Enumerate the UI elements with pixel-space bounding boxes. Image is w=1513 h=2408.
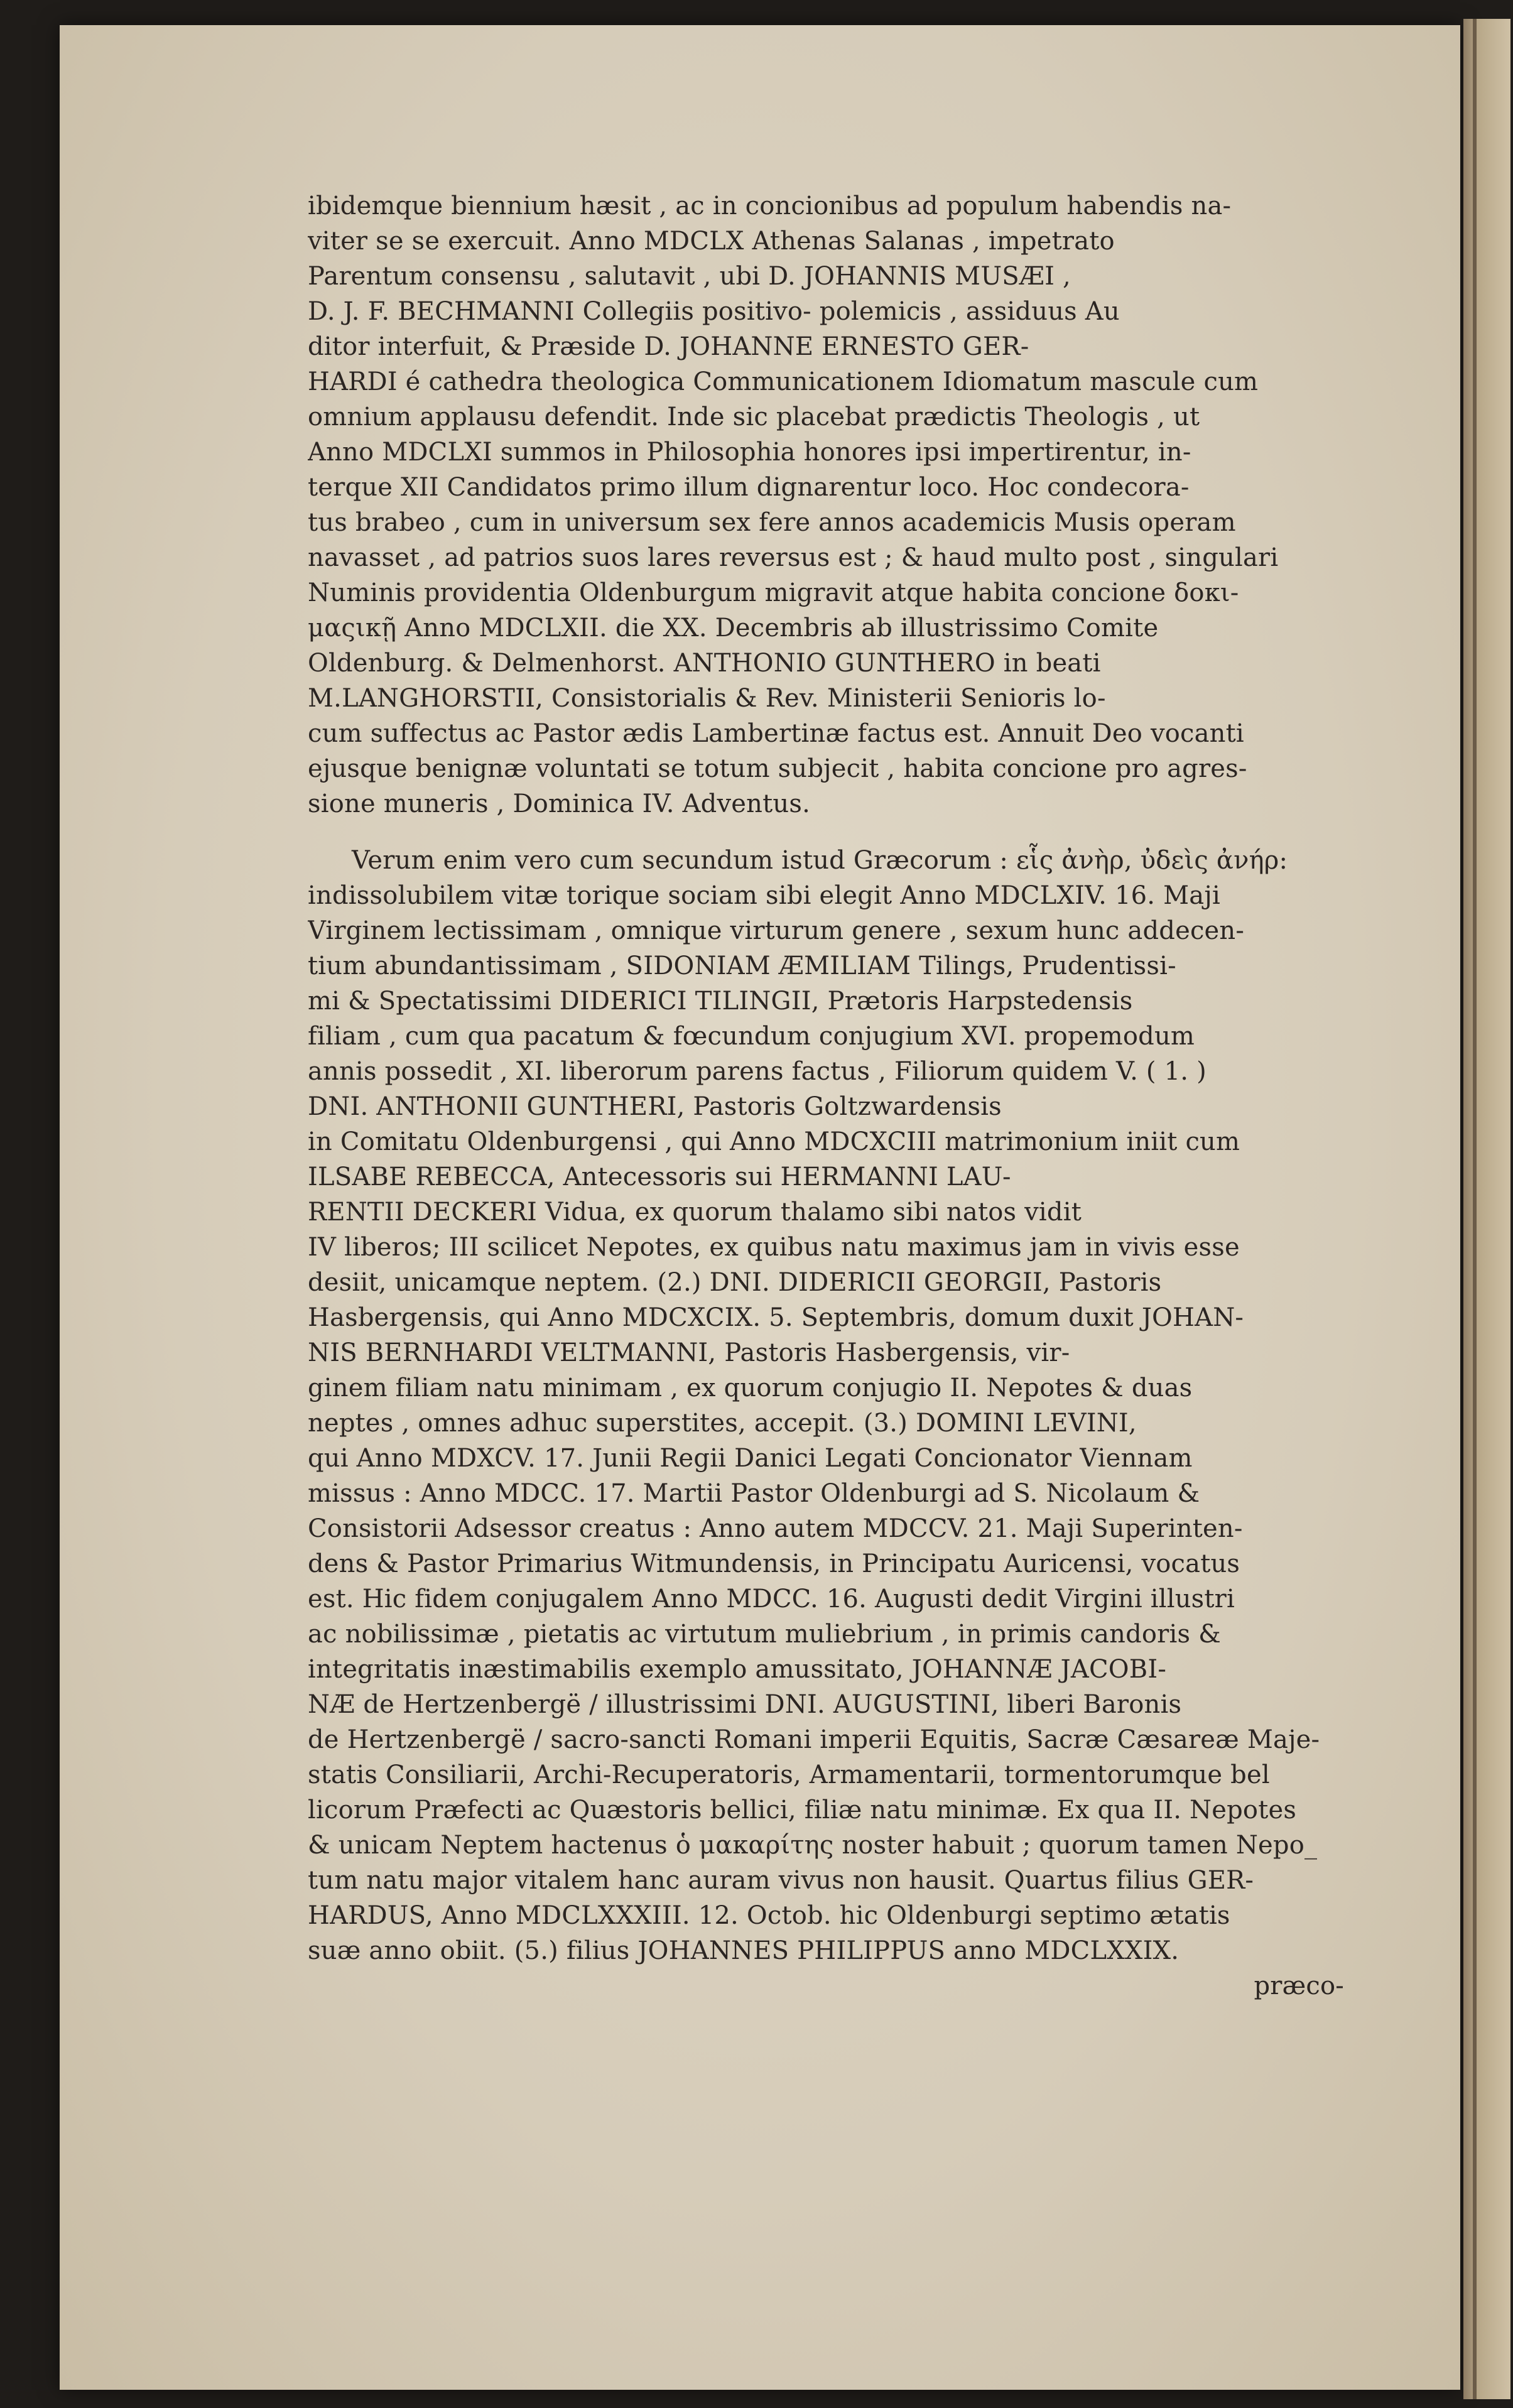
text-line: viter se se exercuit. Anno MDCLX Athenas Salanas , impetrato [308,227,1115,256]
text-line: annis possedit , XI. liberorum parens factus , Filiorum quidem V. ( 1. ) [308,1057,1207,1086]
text-line: suæ anno obiit. (5.) filius JOHANNES PHILIPPUS anno MDCLXXIX. [308,1936,1179,1965]
text-line: qui Anno MDXCV. 17. Junii Regii Danici Legati Concionator Viennam [308,1444,1193,1473]
text-line: desiit, unicamque neptem. (2.) DNI. DIDERICII GEORGII, Pastoris [308,1268,1162,1297]
text-line: ac nobilissimæ , pietatis ac virtutum muliebrium , in primis candoris & [308,1620,1221,1649]
text-line: est. Hic fidem conjugalem Anno MDCC. 16. Augusti dedit Virgini illustri [308,1585,1235,1613]
text-line: Anno MDCLXI summos in Philosophia honores ipsi impertirentur, in- [308,438,1191,467]
text-line: tum natu major vitalem hanc auram vivus non hausit. Quartus filius GER- [308,1866,1254,1895]
text-line: mi & Spectatissimi DIDERICI TILINGII, Prætoris Harpstedensis [308,987,1133,1016]
text-line: licorum Præfecti ac Quæstoris bellici, filiæ natu minimæ. Ex qua II. Nepotes [308,1796,1297,1825]
text-line: omnium applausu defendit. Inde sic placebat prædictis Theologis , ut [308,403,1200,431]
text-line: D. J. F. BECHMANNI Collegiis positivo- polemicis , assiduus Au [308,297,1120,326]
text-line: ibidemque biennium hæsit , ac in concionibus ad populum habendis na- [308,192,1232,220]
text-line: Verum enim vero cum secundum istud Græcorum : εἷς ἀνὴρ, ὐδεὶς ἀνήρ: [352,846,1288,875]
text-line: M.LANGHORSTII, Consistorialis & Rev. Ministerii Senioris lo- [308,684,1106,713]
text-line: de Hertzenbergë / sacro-sancti Romani imperii Equitis, Sacræ Cæsareæ Maje- [308,1725,1320,1754]
text-line: & unicam Neptem hactenus ὁ μακαρίτης noster habuit ; quorum tamen Nepo_ [308,1831,1318,1860]
text-line: integritatis inæstimabilis exemplo amussitato, JOHANNÆ JACOBI- [308,1655,1167,1684]
text-line: RENTII DECKERI Vidua, ex quorum thalamo sibi natos vidit [308,1198,1082,1227]
text-line: tus brabeo , cum in universum sex fere annos academicis Musis operam [308,508,1236,537]
text-line: ILSABE REBECCA, Antecessoris sui HERMANNI LAU- [308,1163,1011,1191]
text-line: ginem filiam natu minimam , ex quorum conjugio II. Nepotes & duas [308,1374,1193,1402]
text-line: navasset , ad patrios suos lares reversus est ; & haud multo post , singulari [308,543,1279,572]
text-line: Virginem lectissimam , omnique virturum genere , sexum hunc addecen- [308,916,1245,945]
text-line: indissolubilem vitæ torique sociam sibi elegit Anno MDCLXIV. 16. Maji [308,881,1220,910]
text-line: sione muneris , Dominica IV. Adventus. [308,789,810,818]
text-line: Consistorii Adsessor creatus : Anno autem MDCCV. 21. Maji Superinten- [308,1514,1243,1543]
text-line: ejusque benignæ voluntati se totum subjecit , habita concione pro agres- [308,754,1247,783]
text-line: NÆ de Hertzenbergë / illustrissimi DNI. AUGUSTINI, liberi Baronis [308,1690,1182,1719]
text-line: tium abundantissimam , SIDONIAM ÆMILIAM Tilings, Prudentissi- [308,952,1176,980]
text-line: DNI. ANTHONII GUNTHERI, Pastoris Goltzwardensis [308,1092,1002,1121]
text-line: in Comitatu Oldenburgensi , qui Anno MDCXCIII matrimonium iniit cum [308,1127,1240,1156]
binding-gutter [1473,19,1477,2399]
facing-page-edge [1463,19,1510,2399]
text-line: IV liberos; III scilicet Nepotes, ex quibus natu maximus jam in vivis esse [308,1233,1240,1262]
text-line: terque XII Candidatos primo illum dignarentur loco. Hoc condecora- [308,473,1190,502]
page-text [308,188,1357,2004]
text-line: μαςικῇ Anno MDCLXII. die XX. Decembris ab illustrissimo Comite [308,614,1159,643]
text-line: statis Consiliarii, Archi-Recuperatoris, Armamentarii, tormentorumque bel [308,1760,1270,1789]
text-line: HARDUS, Anno MDCLXXXIII. 12. Octob. hic Oldenburgi septimo ætatis [308,1901,1230,1930]
text-line: Oldenburg. & Delmenhorst. ANTHONIO GUNTHERO in beati [308,649,1101,678]
text-line: ditor interfuit, & Præside D. JOHANNE ERNESTO GER- [308,332,1029,361]
text-line: missus : Anno MDCC. 17. Martii Pastor Oldenburgi ad S. Nicolaum & [308,1479,1200,1508]
text-line: filiam , cum qua pacatum & fœcundum conjugium XVI. propemodum [308,1022,1195,1051]
catchword: præco- [1254,1971,1344,2000]
text-line: cum suffectus ac Pastor ædis Lambertinæ factus est. Annuit Deo vocanti [308,719,1244,748]
text-line: Numinis providentia Oldenburgum migravit atque habita concione δοκι- [308,578,1239,607]
paragraph-1 [308,188,1357,822]
text-line: Parentum consensu , salutavit , ubi D. JOHANNIS MUSÆI , [308,262,1071,291]
text-line: NIS BERNHARDI VELTMANNI, Pastoris Hasbergensis, vir- [308,1338,1070,1367]
text-line: Hasbergensis, qui Anno MDCXCIX. 5. Septembris, domum duxit JOHAN- [308,1303,1244,1332]
text-line: neptes , omnes adhuc superstites, accepit. (3.) DOMINI LEVINI, [308,1409,1137,1438]
text-line: dens & Pastor Primarius Witmundensis, in Principatu Auricensi, vocatus [308,1549,1240,1578]
text-line: HARDI é cathedra theologica Communicationem Idiomatum mascule cum [308,367,1259,396]
paragraph-2 [308,843,1357,1968]
